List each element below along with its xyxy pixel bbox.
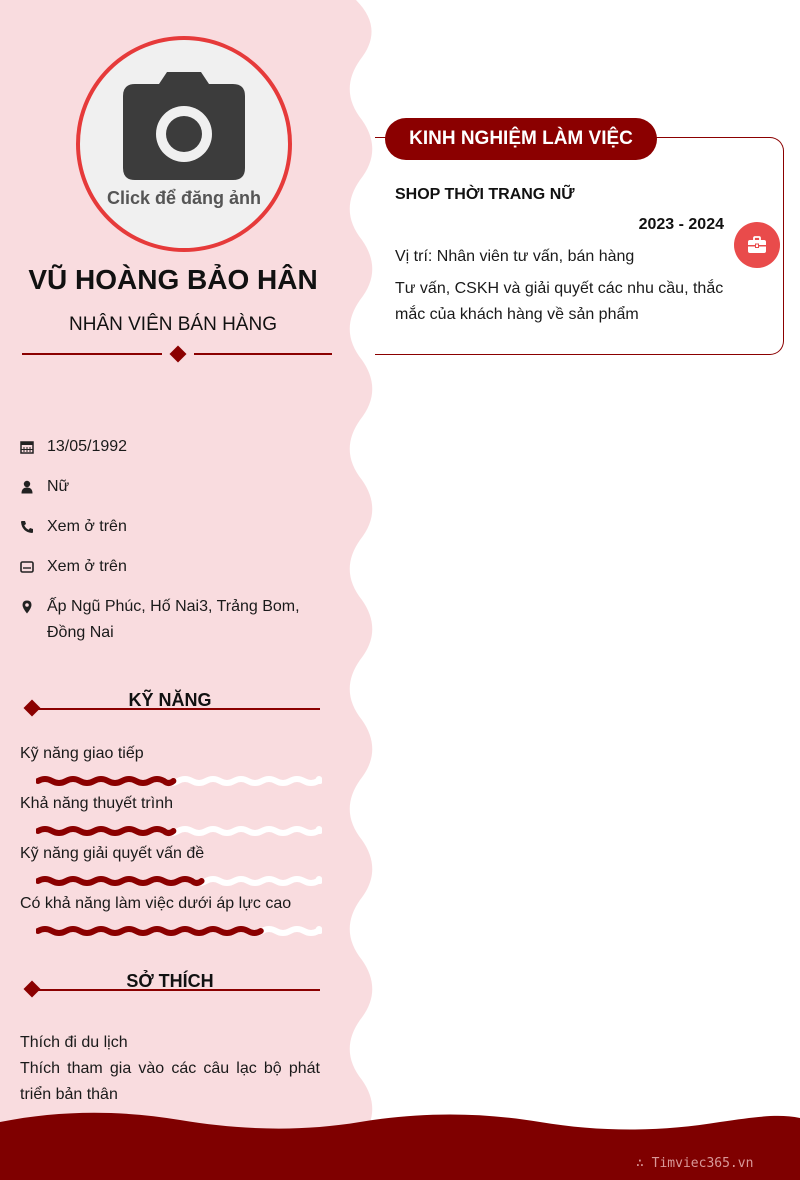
- hobbies-header: [20, 971, 320, 1001]
- calendar-icon: [20, 440, 34, 454]
- email-text: Xem ở trên: [47, 558, 127, 575]
- skill-bar: [36, 874, 322, 888]
- work-position: Vị trí: Nhân viên tư vấn, bán hàng: [395, 248, 635, 265]
- candidate-name: VŨ HOÀNG BẢO HÂN: [28, 264, 318, 295]
- skills-title: KỸ NĂNG: [128, 690, 212, 710]
- hobby-item: Thích tham gia vào các câu lạc bộ phát triển bản thân: [20, 1060, 320, 1103]
- contact-birthdate: [20, 434, 310, 460]
- skill-bar: [36, 824, 322, 838]
- job-title: NHÂN VIÊN BÁN HÀNG: [69, 314, 277, 335]
- company-name: SHOP THỜI TRANG NỮ: [395, 186, 575, 203]
- phone-icon: [20, 520, 34, 534]
- skill-bar-fill: [38, 879, 202, 883]
- contact-address: [20, 594, 310, 646]
- work-description: Tư vấn, CSKH và giải quyết các nhu cầu, thắc mắc của khách hàng về sản phẩm: [395, 280, 724, 323]
- camera-icon: [123, 72, 245, 180]
- birthdate-text: 13/05/1992: [47, 438, 128, 455]
- contact-phone: [20, 514, 310, 540]
- gender-text: Nữ: [47, 478, 70, 495]
- contact-gender: [20, 474, 310, 500]
- experience-title: KINH NGHIỆM LÀM VIỆC: [385, 118, 657, 160]
- map-pin-icon: [20, 600, 34, 614]
- avatar-upload[interactable]: [76, 36, 292, 252]
- work-period: 2023 - 2024: [638, 216, 724, 233]
- briefcase-icon: [747, 235, 767, 255]
- avatar-caption: Click để đăng ảnh: [106, 188, 262, 208]
- skill-bar-fill: [38, 829, 173, 833]
- person-icon: [20, 480, 34, 494]
- email-icon: [20, 560, 34, 574]
- address-text: Ấp Ngũ Phúc, Hố Nai3, Trảng Bom, Đồng Nai: [47, 598, 300, 641]
- skill-bar-fill: [38, 779, 173, 783]
- skill-label: Có khả năng làm việc dưới áp lực cao: [20, 895, 292, 912]
- phone-text: Xem ở trên: [47, 518, 127, 535]
- skill-bar: [36, 924, 322, 938]
- skill-label: Kỹ năng giải quyết vấn đề: [20, 845, 205, 862]
- skill-bar: [36, 774, 322, 788]
- watermark: ∴ Timviec365.vn: [636, 1156, 754, 1171]
- skill-label: Kỹ năng giao tiếp: [20, 745, 144, 762]
- skill-bar-fill: [38, 929, 261, 933]
- briefcase-badge: [734, 222, 780, 268]
- skill-label: Khả năng thuyết trình: [20, 795, 173, 812]
- skills-header: [20, 690, 320, 720]
- hobby-item: Thích đi du lịch: [20, 1034, 128, 1051]
- hobbies-title: SỞ THÍCH: [126, 971, 214, 991]
- contact-email: [20, 554, 310, 580]
- hobbies-list: [20, 1030, 320, 1108]
